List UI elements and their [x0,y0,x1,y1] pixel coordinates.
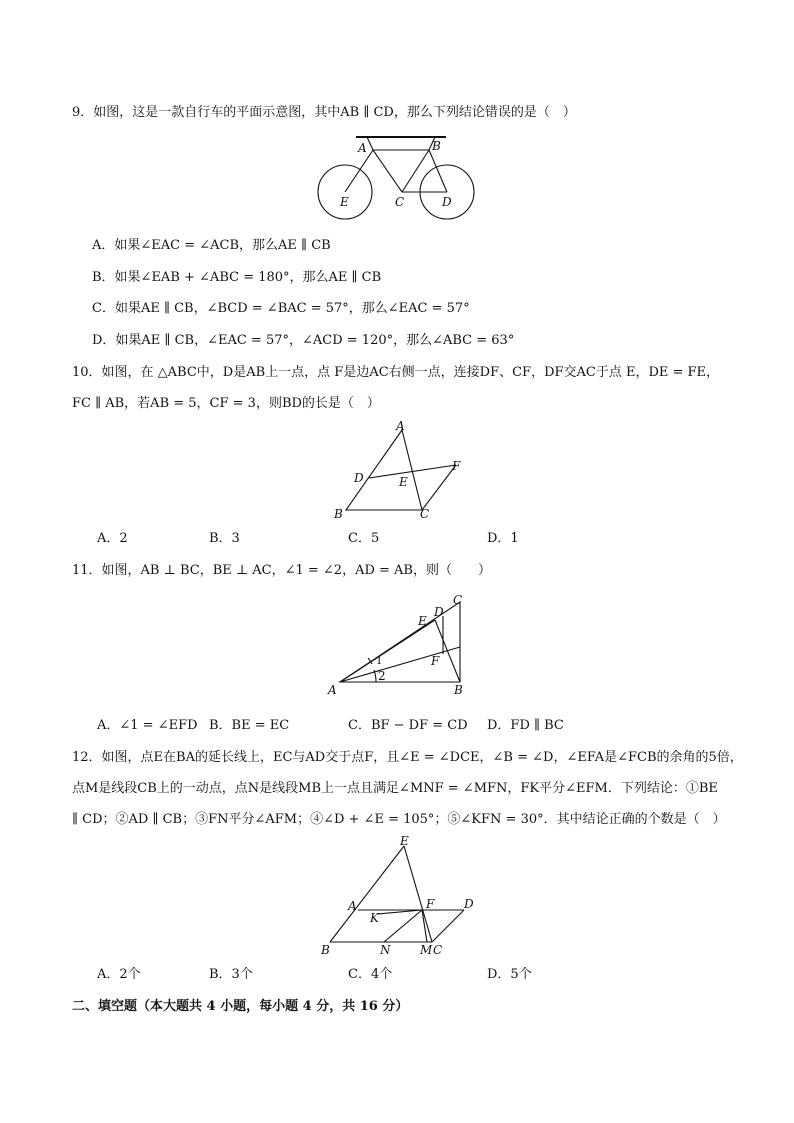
q11-option-c: C．BF − DF = CD [348,718,468,733]
q10-stem-line2: FC ∥ AB，若AB = 5，CF = 3，则BD的长是（ ） [72,396,380,411]
q12-stem-line3: ∥ CD；②AD ∥ CB；③FN平分∠AFM；④∠D + ∠E = 105°；⑤∠KFN = 30°．其中结论正确的个数是（ ） [72,812,726,827]
q9-label-c: C [395,195,405,209]
section2-title: 二、填空题（本大题共 4 小题，每小题 4 分，共 16 分） [72,999,409,1014]
q10-label-d: D [354,471,364,485]
q11-label-c: C [453,593,463,607]
q9-option-c: C．如果AE ∥ CB，∠BCD = ∠BAC = 57°，那么∠EAC = 57° [92,301,470,316]
q12-option-d: D．5个 [487,967,532,982]
q11-label-e: E [418,614,427,628]
q12-quadrilateral-figure [318,834,482,960]
q11-label-a: A [328,683,337,697]
q10-stem-line1: 10．如图，在 △ABC中，D是AB上一点，点 F是边AC右侧一点，连接DF、CF，DF交AC于点 E，DE = FE， [72,365,720,380]
q9-label-e: E [340,195,349,209]
q12-label-e: E [400,834,409,848]
q10-label-b: B [334,507,343,521]
q12-label-m: M [420,943,433,957]
q12-option-b: B．3个 [209,967,253,982]
q11-stem: 11．如图，AB ⊥ BC，BE ⊥ AC，∠1 = ∠2，AD = AB，则（ ） [72,563,491,578]
q12-label-k: K [370,911,379,925]
q10-option-d: D．1 [487,531,519,546]
q12-option-c: C．4个 [348,967,393,982]
q10-option-a: A．2 [97,531,128,546]
q9-option-a: A．如果∠EAC = ∠ACB，那么AE ∥ CB [92,238,331,253]
q10-label-e: E [399,475,408,489]
q9-stem: 9．如图，这是一款自行车的平面示意图，其中AB ∥ CD，那么下列结论错误的是（ ） [72,105,576,120]
q9-label-d: D [442,195,452,209]
q11-option-d: D．FD ∥ BC [487,718,564,733]
q12-label-a: A [348,899,357,913]
q9-option-b: B．如果∠EAB + ∠ABC = 180°，那么AE ∥ CB [92,270,382,285]
q10-label-f: F [452,459,461,473]
q12-option-a: A．2个 [97,967,141,982]
q11-label-d: D [434,605,444,619]
q11-triangle-figure [326,592,476,698]
q10-option-c: C．5 [348,531,380,546]
q12-label-b: B [321,943,330,957]
q10-label-c: C [420,507,430,521]
q9-label-a: A [358,141,367,155]
q10-option-b: B．3 [209,531,240,546]
q10-label-a: A [396,419,405,433]
q12-label-f: F [426,897,435,911]
q11-label-f: F [431,654,440,668]
q11-option-b: B．BE = EC [209,718,290,733]
q11-label-1: 1 [376,656,383,667]
q9-option-d: D．如果AE ∥ CB，∠EAC = 57°，∠ACD = 120°，那么∠ABC = 63° [92,333,515,348]
q9-bicycle-figure [316,134,480,224]
q12-label-c: C [433,943,443,957]
q11-option-a: A．∠1 = ∠EFD [97,718,198,733]
q12-stem-line2: 点M是线段CB上的一动点，点N是线段MB上一点且满足∠MNF = ∠MFN，FK平分∠EFM．下列结论：①BE [72,781,718,796]
q9-label-b: B [432,139,441,153]
q12-label-d: D [464,897,474,911]
q11-label-2: 2 [378,669,386,683]
q10-triangle-figure [328,418,478,524]
q12-stem-line1: 12．如图，点E在BA的延长线上，EC与AD交于点F，且∠E = ∠DCE，∠B = ∠D，∠EFA是∠FCB的余角的5倍， [72,750,743,765]
q12-label-n: N [380,943,391,957]
q11-label-b: B [454,683,463,697]
